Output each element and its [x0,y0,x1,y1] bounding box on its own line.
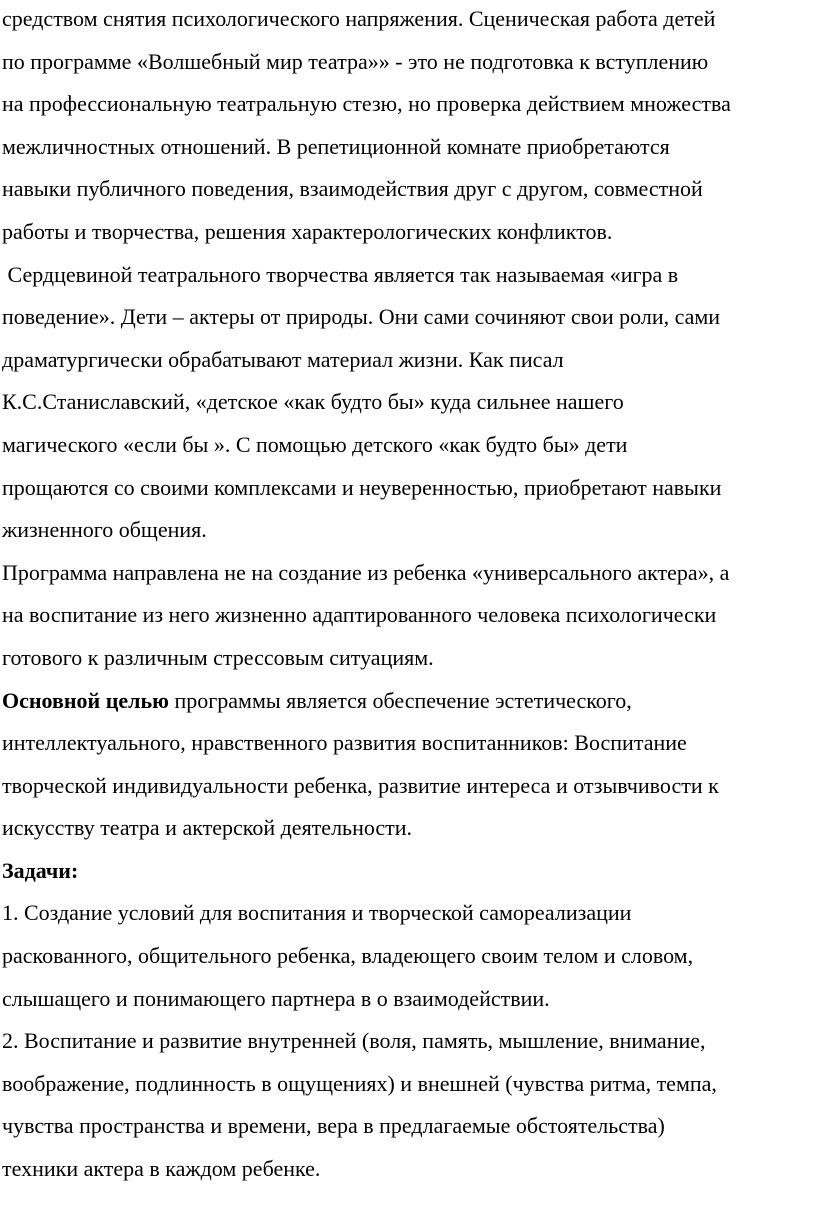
text-line: готового к различным стрессовым ситуациям. [2,644,434,670]
tasks-heading: Задачи: [2,857,79,883]
paragraph-program-direction [2,552,814,680]
text-line: на воспитание из него жизненно адаптированного человека психологически [2,602,717,628]
task-item-2 [2,1020,814,1190]
text-line: творческой индивидуальности ребенка, развитие интереса и отзывчивости к [2,772,719,798]
text-line: техники актера в каждом ребенке. [2,1156,321,1182]
text-line: жизненного общения. [2,517,207,543]
text-line: средством снятия психологического напряжения. Сценическая работа детей [2,6,716,31]
main-goal-label: Основной целью [2,687,169,713]
text-line: 2. Воспитание и развитие внутренней (воля, память, мышление, внимание, [2,1028,706,1054]
text-line: поведение». Дети – актеры от природы. Они сами сочиняют свои роли, сами [2,304,721,330]
text-line: слышащего и понимающего партнера в о взаимодействии. [2,985,550,1011]
tasks-heading-block [2,850,814,893]
paragraph-psychological-tension [2,0,814,254]
text-line: чувства пространства и времени, вера в предлагаемые обстоятельства) [2,1113,665,1139]
text-line: раскованного, общительного ребенка, владеющего своим телом и словом, [2,943,694,969]
text-line: навыки публичного поведения, взаимодействия друг с другом, совместной [2,176,703,202]
document-page [2,0,814,1191]
text-line: магического «если бы ». С помощью детского «как будто бы» дети [2,431,628,457]
text-line: искусству театра и актерской деятельности. [2,815,413,841]
text-line: на профессиональную театральную стезю, но проверка действием множества [2,91,731,117]
text-line: Программа направлена не на создание из ребенка «универсального актера», а [2,559,730,585]
text-line: работы и творчества, решения характерологических конфликтов. [2,218,613,244]
text-line: Сердцевиной театрального творчества является так называемая «игра в [2,261,679,287]
text-line: прощаются со своими комплексами и неуверенностью, приобретают навыки [2,474,722,500]
text-line [2,680,814,723]
paragraph-main-goal [2,680,814,850]
text-line: межличностных отношений. В репетиционной комнате приобретаются [2,133,670,159]
text-line: по программе «Волшебный мир театра»» - это не подготовка к вступлению [2,48,709,74]
task-item-1 [2,892,814,1020]
text-line: драматургически обрабатывают материал жизни. Как писал [2,346,564,372]
text-line: 1. Создание условий для воспитания и творческой самореализации [2,900,632,926]
text-line: интеллектуального, нравственного развития воспитанников: Воспитание [2,730,687,756]
text-line: воображение, подлинность в ощущениях) и внешней (чувства ритма, темпа, [2,1070,717,1096]
text-line: К.С.Станиславский, «детское «как будто бы» куда сильнее нашего [2,389,624,415]
paragraph-play-behavior [2,254,814,552]
main-goal-text: программы является обеспечение эстетического, [168,687,632,713]
